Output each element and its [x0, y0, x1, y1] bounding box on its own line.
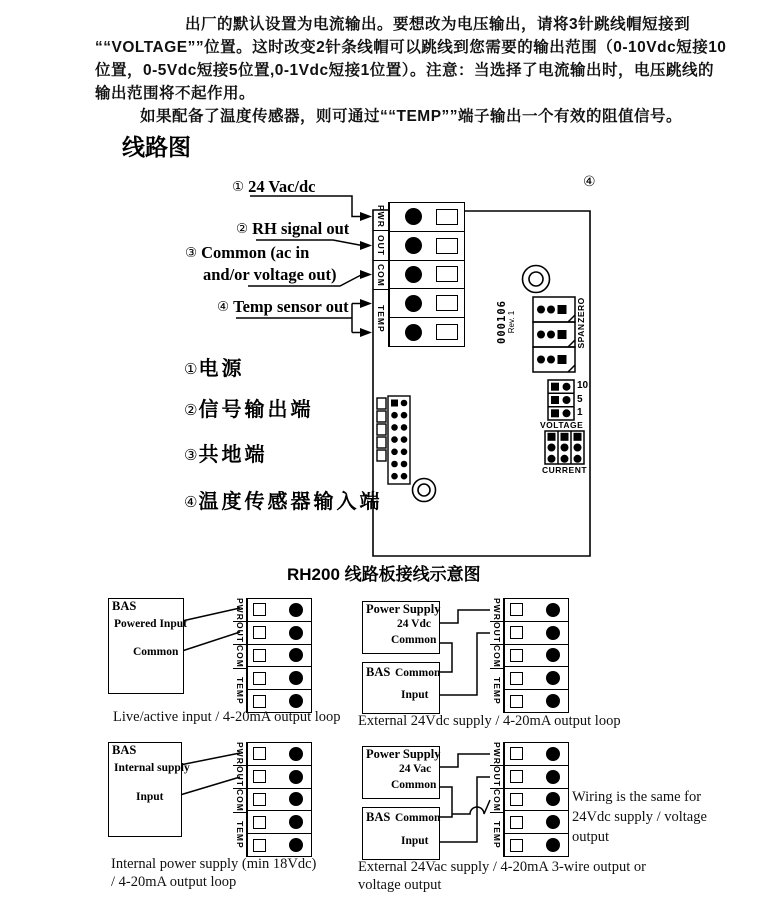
wire-slot-icon	[253, 839, 266, 852]
temp-label: TEMP	[375, 304, 386, 333]
terminal-label-cell	[233, 742, 247, 765]
pin-callout-power	[232, 177, 316, 197]
box-row-label: Common	[395, 667, 441, 679]
legend-text: 信号输出端	[198, 399, 314, 421]
wire-slot-icon	[253, 603, 266, 616]
terminal-rows	[389, 202, 465, 347]
terminal-block-example-1	[233, 598, 312, 713]
terminal-block-example-2	[490, 598, 569, 713]
terminal-row	[390, 260, 464, 289]
terminal-label-strip	[373, 202, 389, 347]
current-jumper-pins	[548, 433, 582, 463]
terminal-label-cell	[233, 765, 247, 788]
terminal-label-cell	[373, 289, 389, 347]
wire-slot-icon	[510, 770, 523, 783]
terminal-row	[248, 810, 311, 833]
box-row-label: Input	[401, 835, 429, 847]
terminal-row	[390, 231, 464, 260]
terminal-label-cell	[233, 644, 247, 668]
terminal-row	[248, 644, 311, 667]
legend-text: 温度传感器输入端	[198, 491, 383, 513]
out-label: OUT	[234, 622, 245, 644]
terminal-label-cell	[490, 742, 504, 765]
out-label: OUT	[375, 235, 386, 257]
example-3-caption-line2: / 4-20mA output loop	[111, 874, 237, 890]
current-jumper	[545, 431, 584, 464]
wire-slot-icon	[253, 672, 266, 685]
wire-slot-icon	[436, 324, 458, 340]
terminal-row	[248, 666, 311, 689]
screw-terminal-icon	[289, 838, 303, 852]
box-title: BAS	[112, 743, 137, 757]
wire-slot-icon	[253, 793, 266, 806]
box-row-label: Common	[395, 812, 441, 824]
wire-slot-icon	[510, 649, 523, 662]
screw-terminal-icon	[289, 770, 303, 784]
screw-terminal-icon	[289, 671, 303, 685]
terminal-row	[505, 644, 568, 667]
terminal-label-cell	[233, 812, 247, 857]
callout-number: ①	[232, 179, 245, 195]
terminal-label-cell	[373, 202, 389, 230]
terminal-label-strip	[233, 598, 247, 713]
screw-terminal-icon	[546, 815, 560, 829]
paragraph-line: ““VOLTAGE””位置。这时改变2针条线帽可以跳线到您需要的输出范围（0-10Vdc短接10	[95, 39, 727, 56]
box-title: Power Supply	[366, 602, 441, 616]
box-title: Power Supply	[366, 747, 441, 761]
screw-terminal-icon	[546, 626, 560, 640]
paragraph-line: 如果配备了温度传感器，则可通过““TEMP””端子输出一个有效的阻值信号。	[140, 108, 683, 125]
board-corner-reference: ④	[583, 174, 596, 190]
terminal-row	[505, 689, 568, 712]
bas-box-live-active	[108, 598, 187, 694]
temp-label: TEMP	[491, 821, 502, 849]
program-connector-pins	[391, 400, 407, 480]
com-label: COM	[234, 644, 245, 668]
wire-slot-icon	[510, 747, 523, 760]
voltage-jumper-label: VOLTAGE	[540, 420, 584, 430]
example-4-note-line1: Wiring is the same for	[572, 789, 702, 805]
temp-label: TEMP	[491, 677, 502, 705]
com-label: COM	[234, 788, 245, 812]
screw-terminal-icon	[546, 671, 560, 685]
wire-slot-icon	[253, 770, 266, 783]
legend-item-temp-sensor-in	[184, 485, 382, 514]
current-jumper-label: CURRENT	[541, 465, 588, 475]
wire-slot-icon	[253, 747, 266, 760]
pin-callout-rh-signal	[236, 219, 349, 239]
terminal-row	[505, 666, 568, 689]
callout-number: ④	[217, 299, 230, 315]
callout-text: and/or voltage out)	[203, 265, 337, 284]
screw-terminal-icon	[289, 747, 303, 761]
example-4-caption-line2: voltage output	[358, 877, 442, 893]
paragraph-line: 输出范围将不起作用。	[95, 85, 256, 102]
callout-text: Temp sensor out	[233, 297, 349, 316]
terminal-block-example-3	[233, 742, 312, 857]
zero-text: ZERO	[576, 297, 586, 323]
callout-number: ③	[185, 245, 198, 261]
terminal-row	[505, 599, 568, 621]
pwr-label: PWR	[491, 598, 502, 621]
terminal-row	[505, 788, 568, 811]
terminal-label-strip	[490, 742, 504, 857]
trim-jumper-pins	[537, 305, 567, 364]
paragraph-line: 位置，0-5Vdc短接5位置,0-1Vdc短接1位置）。注意：当选择了电流输出时，电压跳线的	[95, 62, 714, 79]
terminal-row	[505, 621, 568, 644]
legend-text: 共地端	[198, 444, 268, 466]
terminal-rows	[247, 598, 312, 713]
bas-box-external-24vdc	[362, 662, 440, 714]
part-number-text: 000106	[495, 300, 508, 344]
box-row-label: 24 Vac	[399, 763, 432, 775]
screw-terminal-icon	[289, 603, 303, 617]
screw-terminal-icon	[289, 626, 303, 640]
box-row-label: Internal supply	[114, 762, 190, 774]
box-title: BAS	[366, 810, 391, 824]
com-label: COM	[491, 788, 502, 812]
voltage-option-5: 5	[577, 393, 583, 405]
wire-slot-icon	[436, 266, 458, 282]
terminal-rows	[247, 742, 312, 857]
terminal-label-strip	[490, 598, 504, 713]
screw-terminal-icon	[405, 295, 422, 312]
terminal-row	[505, 833, 568, 856]
pin-callout-common-line2	[203, 265, 337, 285]
voltage-jumper	[548, 380, 574, 420]
terminal-label-cell	[233, 621, 247, 644]
legend-number: ③	[184, 446, 198, 464]
example-4-note-line2: 24Vdc supply / voltage	[572, 809, 707, 825]
out-label: OUT	[491, 766, 502, 788]
terminal-label-cell	[373, 260, 389, 289]
wire-slot-icon	[510, 603, 523, 616]
legend-item-signal-out	[184, 393, 313, 422]
box-row-label: Input	[401, 689, 429, 701]
wire-slot-icon	[510, 695, 523, 708]
bas-box-internal-supply	[108, 742, 190, 837]
terminal-row	[248, 765, 311, 788]
wire-slot-icon	[253, 626, 266, 639]
screw-terminal-icon	[405, 237, 422, 254]
box-row-label: 24 Vdc	[397, 618, 431, 630]
terminal-label-cell	[233, 788, 247, 812]
terminal-label-strip	[233, 742, 247, 857]
terminal-block-main	[373, 202, 465, 347]
terminal-row	[390, 288, 464, 317]
example-3-caption-line1: Internal power supply (min 18Vdc)	[111, 856, 317, 872]
box-row-label: Input	[136, 791, 164, 803]
pwr-label: PWR	[375, 204, 386, 228]
paragraph-line: 出厂的默认设置为电流输出。要想改为电压输出，请将3针跳线帽短接到	[185, 16, 691, 33]
box-row-label: Common	[133, 646, 179, 658]
screw-terminal-icon	[546, 603, 560, 617]
trim-jumpers	[533, 297, 575, 372]
example-4-caption-line1: External 24Vac supply / 4-20mA 3-wire output or	[358, 859, 646, 875]
callout-text: 24 Vac/dc	[248, 177, 316, 196]
callout-text: Common (ac in	[201, 243, 310, 262]
terminal-block-example-4	[490, 742, 569, 857]
legend-number: ④	[184, 493, 198, 511]
terminal-row	[390, 317, 464, 346]
screw-terminal-icon	[289, 815, 303, 829]
box-title: BAS	[366, 665, 391, 679]
terminal-row	[248, 621, 311, 644]
wire-slot-icon	[436, 238, 458, 254]
span-trim-label	[575, 316, 587, 356]
terminal-row	[505, 765, 568, 788]
wire-slot-icon	[436, 295, 458, 311]
legend-item-common-ground	[184, 438, 267, 467]
section-heading: 线路图	[122, 134, 191, 160]
program-connector	[377, 396, 410, 484]
terminal-label-cell	[490, 788, 504, 812]
voltage-option-10: 10	[577, 380, 589, 391]
terminal-rows	[504, 742, 569, 857]
terminal-label-cell	[490, 668, 504, 713]
pwr-label: PWR	[234, 742, 245, 765]
callout-text: RH signal out	[252, 219, 350, 238]
terminal-label-cell	[233, 668, 247, 713]
terminal-row	[248, 788, 311, 811]
pwr-label: PWR	[491, 742, 502, 765]
pin-callout-temp	[217, 297, 349, 317]
terminal-row	[248, 833, 311, 856]
voltage-option-1: 1	[577, 407, 583, 418]
terminal-label-cell	[233, 598, 247, 621]
board-part-number	[494, 287, 520, 357]
revision-text: Rev. 1	[507, 310, 517, 334]
terminal-label-cell	[490, 812, 504, 857]
pin-callout-common	[185, 243, 309, 263]
terminal-row	[248, 743, 311, 765]
temp-label: TEMP	[234, 677, 245, 705]
wire-slot-icon	[253, 695, 266, 708]
screw-terminal-icon	[546, 648, 560, 662]
screw-terminal-icon	[405, 324, 422, 341]
com-label: COM	[375, 263, 386, 287]
terminal-label-cell	[490, 644, 504, 668]
wire-slot-icon	[510, 839, 523, 852]
wire-slot-icon	[510, 793, 523, 806]
terminal-label-cell	[490, 621, 504, 644]
example-4-note-line3: output	[572, 829, 610, 845]
wire-slot-icon	[253, 649, 266, 662]
screw-terminal-icon	[289, 694, 303, 708]
box-row-label: Common	[391, 779, 437, 791]
main-diagram-caption: RH200 线路板接线示意图	[287, 565, 481, 584]
legend-item-power	[184, 352, 244, 381]
terminal-row	[505, 743, 568, 765]
power-supply-box-24vdc	[362, 601, 440, 654]
pwr-label: PWR	[234, 598, 245, 621]
bas-box-external-24vac	[362, 807, 440, 860]
wire-slot-icon	[510, 816, 523, 829]
wire-slot-icon	[436, 209, 458, 225]
screw-terminal-icon	[546, 770, 560, 784]
wire-slot-icon	[253, 816, 266, 829]
screw-terminal-icon	[546, 694, 560, 708]
terminal-label-cell	[373, 230, 389, 259]
terminal-label-cell	[490, 598, 504, 621]
voltage-jumper-pins	[551, 383, 571, 418]
screw-terminal-icon	[405, 266, 422, 283]
legend-text: 电源	[198, 358, 245, 380]
wire-slot-icon	[510, 672, 523, 685]
box-title: BAS	[112, 599, 137, 613]
callout-number: ②	[236, 221, 249, 237]
screw-terminal-icon	[546, 792, 560, 806]
screw-terminal-icon	[289, 648, 303, 662]
temp-label: TEMP	[234, 821, 245, 849]
terminal-row	[248, 599, 311, 621]
screw-terminal-icon	[289, 792, 303, 806]
box-row-label: Powered Input	[114, 618, 187, 630]
com-label: COM	[491, 644, 502, 668]
wire-arrowheads	[360, 212, 372, 337]
wire-slot-icon	[510, 626, 523, 639]
terminal-row	[505, 810, 568, 833]
legend-number: ①	[184, 360, 198, 378]
screw-terminal-icon	[546, 838, 560, 852]
power-supply-box-24vac	[362, 746, 440, 799]
terminal-label-cell	[490, 765, 504, 788]
example-1-caption: Live/active input / 4-20mA output loop	[113, 709, 341, 725]
example-2-caption: External 24Vdc supply / 4-20mA output loop	[358, 713, 621, 729]
out-label: OUT	[491, 622, 502, 644]
terminal-rows	[504, 598, 569, 713]
legend-number: ②	[184, 401, 198, 419]
terminal-row	[390, 203, 464, 231]
out-label: OUT	[234, 766, 245, 788]
span-text: SPAN	[576, 323, 586, 349]
screw-terminal-icon	[546, 747, 560, 761]
screw-terminal-icon	[405, 208, 422, 225]
box-row-label: Common	[391, 634, 437, 646]
